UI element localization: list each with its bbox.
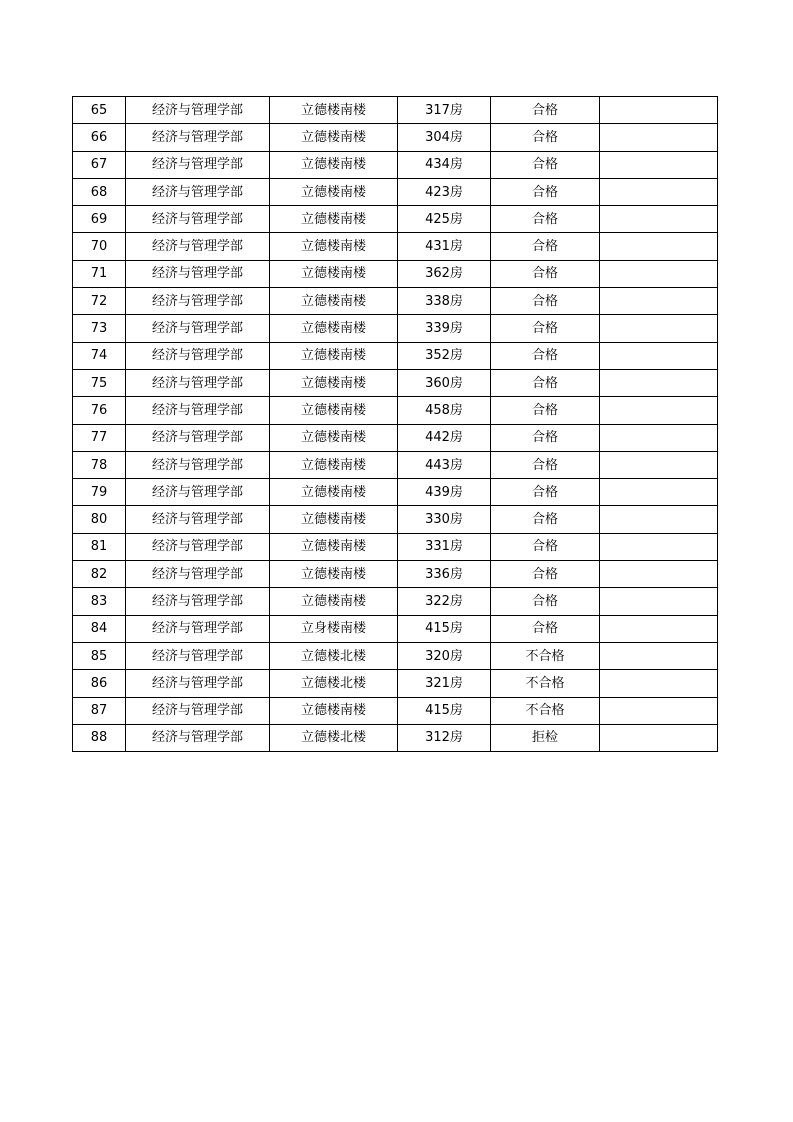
result-cell: 合格 <box>491 178 600 205</box>
room-cell: 415房 <box>398 615 491 642</box>
table-row <box>73 369 718 396</box>
note-cell <box>600 178 718 205</box>
row-number: 78 <box>73 451 126 478</box>
department-cell: 经济与管理学部 <box>126 561 270 588</box>
building-cell: 立德楼南楼 <box>270 397 398 424</box>
department-cell: 经济与管理学部 <box>126 697 270 724</box>
building-cell: 立德楼南楼 <box>270 151 398 178</box>
result-cell: 拒检 <box>491 724 600 751</box>
note-cell <box>600 533 718 560</box>
row-number: 88 <box>73 724 126 751</box>
department-cell: 经济与管理学部 <box>126 479 270 506</box>
row-number: 82 <box>73 561 126 588</box>
department-cell: 经济与管理学部 <box>126 315 270 342</box>
note-cell <box>600 397 718 424</box>
table-row <box>73 697 718 724</box>
note-cell <box>600 342 718 369</box>
row-number: 75 <box>73 369 126 396</box>
room-cell: 304房 <box>398 124 491 151</box>
department-cell: 经济与管理学部 <box>126 206 270 233</box>
building-cell: 立德楼南楼 <box>270 124 398 151</box>
room-cell: 322房 <box>398 588 491 615</box>
result-cell: 合格 <box>491 315 600 342</box>
room-cell: 338房 <box>398 288 491 315</box>
row-number: 65 <box>73 97 126 124</box>
table-row <box>73 178 718 205</box>
building-cell: 立德楼南楼 <box>270 206 398 233</box>
result-cell: 合格 <box>491 124 600 151</box>
note-cell <box>600 288 718 315</box>
note-cell <box>600 615 718 642</box>
department-cell: 经济与管理学部 <box>126 533 270 560</box>
result-cell: 合格 <box>491 260 600 287</box>
building-cell: 立德楼南楼 <box>270 479 398 506</box>
building-cell: 立德楼南楼 <box>270 451 398 478</box>
building-cell: 立德楼南楼 <box>270 697 398 724</box>
room-cell: 458房 <box>398 397 491 424</box>
row-number: 68 <box>73 178 126 205</box>
table-row <box>73 479 718 506</box>
note-cell <box>600 451 718 478</box>
department-cell: 经济与管理学部 <box>126 670 270 697</box>
room-cell: 321房 <box>398 670 491 697</box>
building-cell: 立德楼南楼 <box>270 506 398 533</box>
row-number: 66 <box>73 124 126 151</box>
row-number: 77 <box>73 424 126 451</box>
table-row <box>73 342 718 369</box>
building-cell: 立德楼南楼 <box>270 369 398 396</box>
row-number: 79 <box>73 479 126 506</box>
building-cell: 立德楼南楼 <box>270 233 398 260</box>
result-cell: 合格 <box>491 151 600 178</box>
result-cell: 合格 <box>491 342 600 369</box>
result-cell: 合格 <box>491 424 600 451</box>
building-cell: 立身楼南楼 <box>270 615 398 642</box>
result-cell: 合格 <box>491 533 600 560</box>
room-cell: 331房 <box>398 533 491 560</box>
department-cell: 经济与管理学部 <box>126 588 270 615</box>
room-cell: 434房 <box>398 151 491 178</box>
row-number: 83 <box>73 588 126 615</box>
row-number: 81 <box>73 533 126 560</box>
building-cell: 立德楼南楼 <box>270 97 398 124</box>
table-row <box>73 642 718 669</box>
building-cell: 立德楼北楼 <box>270 642 398 669</box>
department-cell: 经济与管理学部 <box>126 178 270 205</box>
department-cell: 经济与管理学部 <box>126 397 270 424</box>
row-number: 67 <box>73 151 126 178</box>
result-cell: 不合格 <box>491 670 600 697</box>
building-cell: 立德楼北楼 <box>270 670 398 697</box>
department-cell: 经济与管理学部 <box>126 724 270 751</box>
building-cell: 立德楼南楼 <box>270 260 398 287</box>
table-row <box>73 615 718 642</box>
table-row <box>73 588 718 615</box>
building-cell: 立德楼南楼 <box>270 561 398 588</box>
result-cell: 合格 <box>491 588 600 615</box>
row-number: 69 <box>73 206 126 233</box>
note-cell <box>600 369 718 396</box>
note-cell <box>600 506 718 533</box>
note-cell <box>600 260 718 287</box>
note-cell <box>600 233 718 260</box>
building-cell: 立德楼南楼 <box>270 315 398 342</box>
note-cell <box>600 151 718 178</box>
row-number: 85 <box>73 642 126 669</box>
table-row <box>73 315 718 342</box>
row-number: 84 <box>73 615 126 642</box>
note-cell <box>600 124 718 151</box>
department-cell: 经济与管理学部 <box>126 506 270 533</box>
table-row <box>73 151 718 178</box>
room-cell: 442房 <box>398 424 491 451</box>
room-cell: 423房 <box>398 178 491 205</box>
room-cell: 425房 <box>398 206 491 233</box>
room-cell: 336房 <box>398 561 491 588</box>
note-cell <box>600 206 718 233</box>
result-cell: 合格 <box>491 451 600 478</box>
room-cell: 320房 <box>398 642 491 669</box>
room-cell: 317房 <box>398 97 491 124</box>
department-cell: 经济与管理学部 <box>126 369 270 396</box>
result-cell: 合格 <box>491 397 600 424</box>
row-number: 80 <box>73 506 126 533</box>
building-cell: 立德楼南楼 <box>270 342 398 369</box>
table-row <box>73 124 718 151</box>
result-cell: 合格 <box>491 561 600 588</box>
note-cell <box>600 724 718 751</box>
result-cell: 合格 <box>491 233 600 260</box>
table-row <box>73 724 718 751</box>
room-cell: 362房 <box>398 260 491 287</box>
table-row <box>73 533 718 560</box>
row-number: 86 <box>73 670 126 697</box>
table-row <box>73 206 718 233</box>
row-number: 70 <box>73 233 126 260</box>
table-row <box>73 97 718 124</box>
room-cell: 330房 <box>398 506 491 533</box>
department-cell: 经济与管理学部 <box>126 615 270 642</box>
row-number: 73 <box>73 315 126 342</box>
room-cell: 431房 <box>398 233 491 260</box>
department-cell: 经济与管理学部 <box>126 151 270 178</box>
room-cell: 439房 <box>398 479 491 506</box>
row-number: 74 <box>73 342 126 369</box>
result-cell: 合格 <box>491 369 600 396</box>
result-cell: 不合格 <box>491 642 600 669</box>
note-cell <box>600 479 718 506</box>
room-cell: 415房 <box>398 697 491 724</box>
room-cell: 443房 <box>398 451 491 478</box>
room-cell: 339房 <box>398 315 491 342</box>
result-cell: 合格 <box>491 288 600 315</box>
note-cell <box>600 670 718 697</box>
result-cell: 合格 <box>491 506 600 533</box>
note-cell <box>600 697 718 724</box>
department-cell: 经济与管理学部 <box>126 424 270 451</box>
inspection-table-body <box>73 97 718 752</box>
building-cell: 立德楼南楼 <box>270 533 398 560</box>
note-cell <box>600 97 718 124</box>
result-cell: 不合格 <box>491 697 600 724</box>
department-cell: 经济与管理学部 <box>126 342 270 369</box>
table-row <box>73 561 718 588</box>
table-row <box>73 233 718 260</box>
result-cell: 合格 <box>491 206 600 233</box>
result-cell: 合格 <box>491 615 600 642</box>
row-number: 71 <box>73 260 126 287</box>
note-cell <box>600 315 718 342</box>
table-row <box>73 670 718 697</box>
table-row <box>73 424 718 451</box>
room-cell: 312房 <box>398 724 491 751</box>
result-cell: 合格 <box>491 97 600 124</box>
building-cell: 立德楼南楼 <box>270 424 398 451</box>
note-cell <box>600 424 718 451</box>
table-row <box>73 397 718 424</box>
note-cell <box>600 642 718 669</box>
note-cell <box>600 561 718 588</box>
department-cell: 经济与管理学部 <box>126 260 270 287</box>
result-cell: 合格 <box>491 479 600 506</box>
room-cell: 360房 <box>398 369 491 396</box>
department-cell: 经济与管理学部 <box>126 451 270 478</box>
building-cell: 立德楼南楼 <box>270 178 398 205</box>
row-number: 76 <box>73 397 126 424</box>
table-row <box>73 451 718 478</box>
department-cell: 经济与管理学部 <box>126 288 270 315</box>
row-number: 72 <box>73 288 126 315</box>
table-row <box>73 288 718 315</box>
building-cell: 立德楼南楼 <box>270 588 398 615</box>
department-cell: 经济与管理学部 <box>126 124 270 151</box>
table-row <box>73 260 718 287</box>
department-cell: 经济与管理学部 <box>126 233 270 260</box>
row-number: 87 <box>73 697 126 724</box>
department-cell: 经济与管理学部 <box>126 97 270 124</box>
room-cell: 352房 <box>398 342 491 369</box>
note-cell <box>600 588 718 615</box>
building-cell: 立德楼北楼 <box>270 724 398 751</box>
department-cell: 经济与管理学部 <box>126 642 270 669</box>
inspection-table <box>72 96 718 752</box>
building-cell: 立德楼南楼 <box>270 288 398 315</box>
table-row <box>73 506 718 533</box>
